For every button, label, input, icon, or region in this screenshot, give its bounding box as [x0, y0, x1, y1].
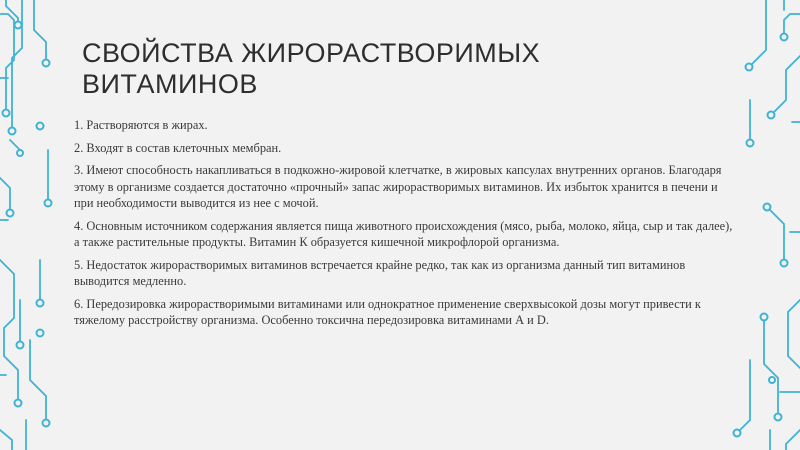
paragraph-6: 6. Передозировка жирорастворимыми витаминами или однократное применение сверхвысокой дозы могут привести к тяжелому расстройству организма. Особенно токсична передозировка витаминами А и D.: [74, 296, 701, 327]
slide-title-line-2: ВИТАМИНОВ: [82, 69, 258, 99]
paragraph-2: 2. Входят в состав клеточных мембран.: [74, 140, 282, 155]
paragraph-3: 3. Имеют способность накапливаться в подкожно-жировой клетчатке, в жировых капсулах внутренних органов. Благодаря этому в организме создается достаточно «прочный» запас жирорастворимых витаминов. Их избыток хранится в печени и при необходимости выводится из нее с мочой.: [74, 163, 722, 210]
slide-title-line-1: СВОЙСТВА ЖИРОРАСТВОРИМЫХ: [82, 38, 541, 68]
slide-title: [82, 38, 722, 100]
slide-body: [74, 117, 734, 335]
paragraph-4: 4. Основным источником содержания является пища животного происхождения (мясо, рыба, молоко, яйца, сыр и так далее), а также растительные продукты. Витамин К образуется кишечной микрофлорой организма.: [74, 218, 733, 249]
paragraph-5: 5. Недостаток жирорастворимых витаминов встречается крайне редко, так как из организма данный тип витаминов выводится медленно.: [74, 257, 686, 288]
paragraph-1: 1. Растворяются в жирах.: [74, 118, 208, 132]
